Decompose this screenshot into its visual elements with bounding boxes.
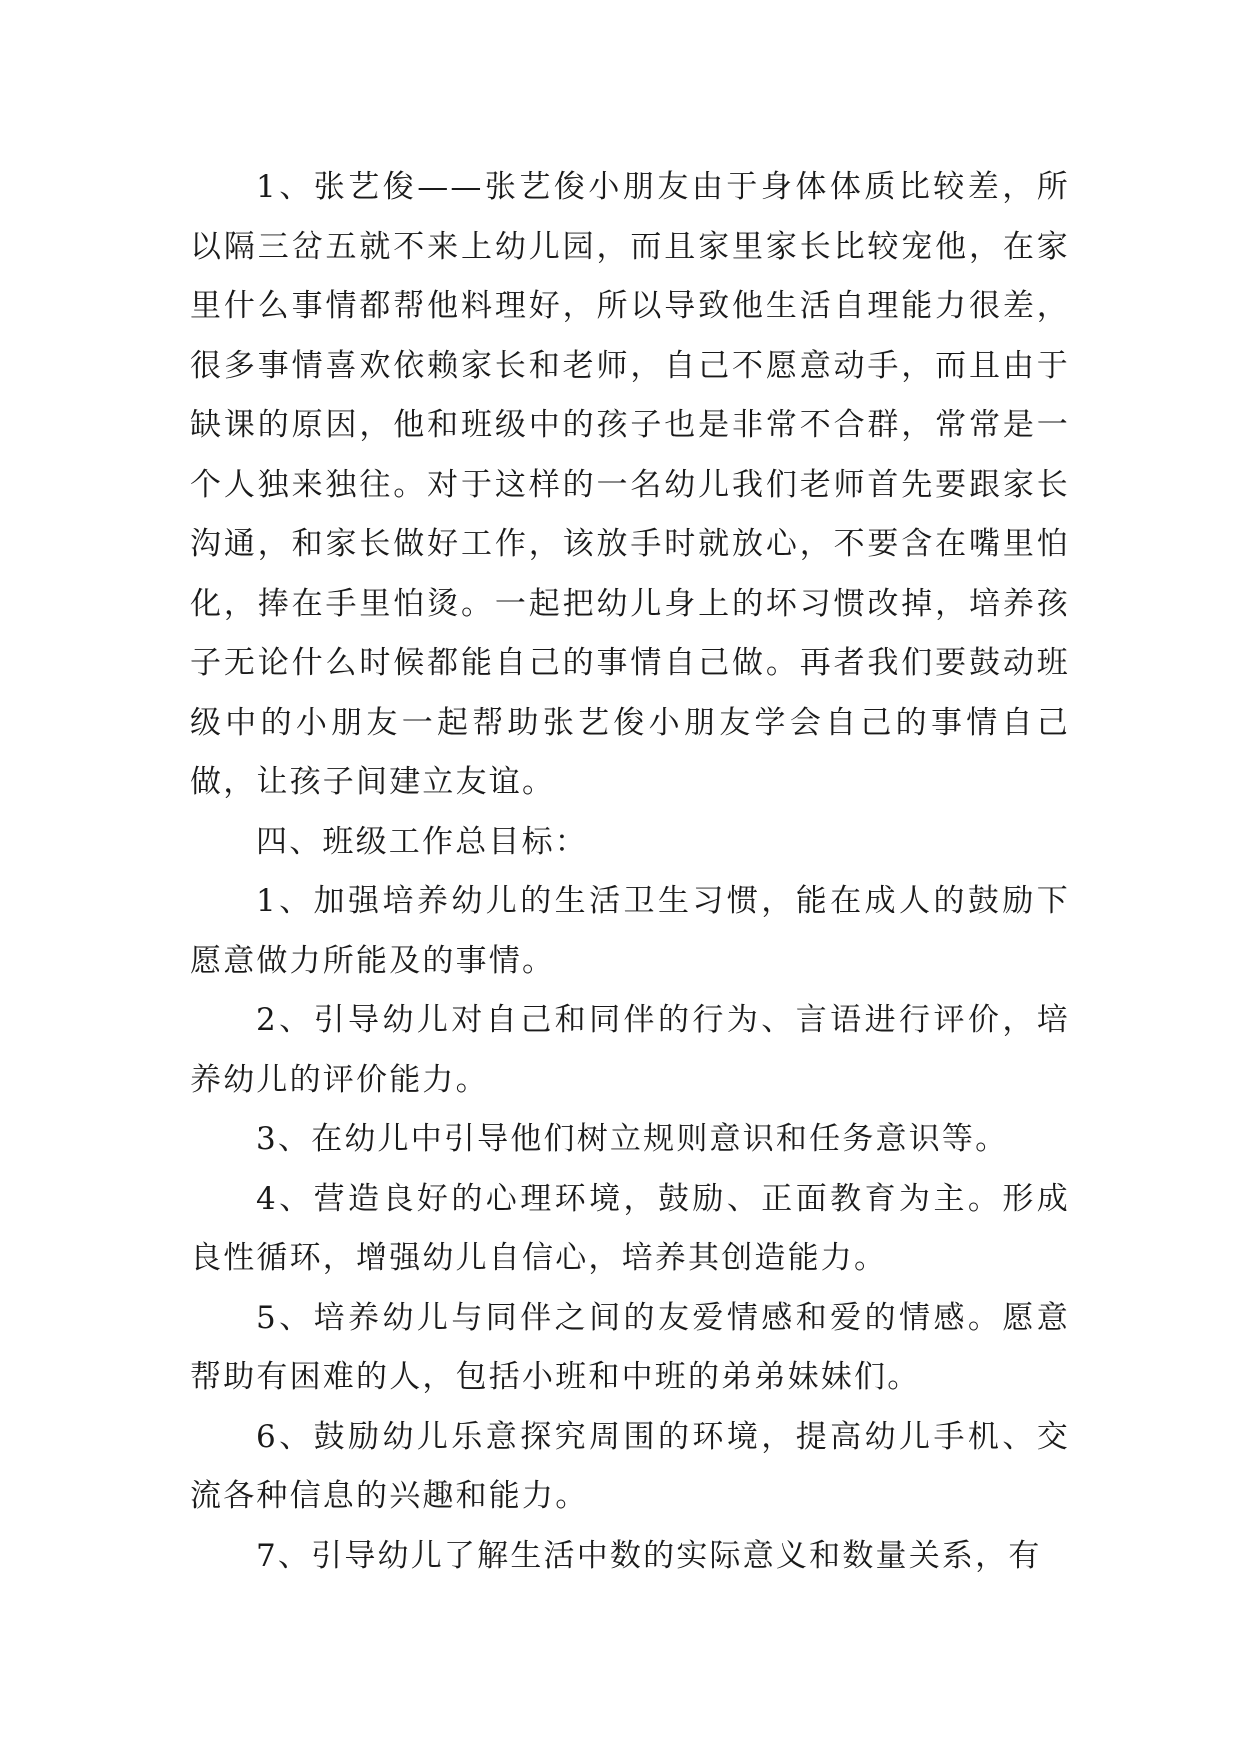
- goal-item-4: 4、营造良好的心理环境，鼓励、正面教育为主。形成良性循环，增强幼儿自信心，培养其创造能力。: [190, 1180, 1070, 1276]
- goal-item-2: 2、引导幼儿对自己和同伴的行为、言语进行评价，培养幼儿的评价能力。: [190, 1002, 1070, 1098]
- paragraph-child-case: 1、张艺俊——张艺俊小朋友由于身体体质比较差，所以隔三岔五就不来上幼儿园，而且家里家长比较宠他，在家里什么事情都帮他料理好，所以导致他生活自理能力很差，很多事情喜欢依赖家长和老师，自己不愿意动手，而且由于缺课的原因，他和班级中的孩子也是非常不合群，常常是一个人独来独往。对于这样的一名幼儿我们老师首先要跟家长沟通，和家长做好工作，该放手时就放心，不要含在嘴里怕化，捧在手里怕烫。一起把幼儿身上的坏习惯改掉，培养孩子无论什么时候都能自己的事情自己做。再者我们要鼓动班级中的小朋友一起帮助张艺俊小朋友学会自己的事情自己做，让孩子间建立友谊。: [190, 169, 1070, 800]
- section-heading-goals: 四、班级工作总目标：: [256, 823, 588, 860]
- document-body: [190, 158, 1070, 1586]
- goal-item-3: 3、在幼儿中引导他们树立规则意识和任务意识等。: [256, 1121, 1009, 1157]
- goal-item-7: 7、引导幼儿了解生活中数的实际意义和数量关系，有: [256, 1537, 1042, 1574]
- goal-item-6: 6、鼓励幼儿乐意探究周围的环境，提高幼儿手机、交流各种信息的兴趣和能力。: [190, 1418, 1070, 1514]
- goal-item-1: 1、加强培养幼儿的生活卫生习惯，能在成人的鼓励下愿意做力所能及的事情。: [190, 883, 1070, 979]
- goal-item-5: 5、培养幼儿与同伴之间的友爱情感和爱的情感。愿意帮助有困难的人，包括小班和中班的弟弟妹妹们。: [190, 1299, 1070, 1395]
